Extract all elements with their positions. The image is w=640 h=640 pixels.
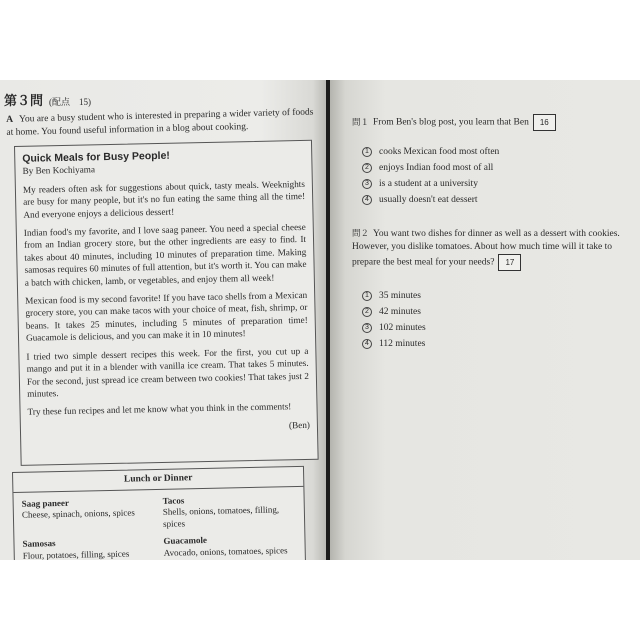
- dish-name: Guacamole: [163, 534, 208, 546]
- open-book-spread: [0, 80, 640, 560]
- blog-paragraph: Try these fun recipes and let me know what you think in the comments!: [27, 401, 292, 418]
- blog-author: By Ben Kochiyama: [22, 164, 96, 177]
- menu-dish: [22, 496, 156, 533]
- question-number: 問２: [352, 229, 370, 239]
- menu-title: Lunch or Dinner: [13, 471, 303, 493]
- question-number: 問１: [352, 117, 370, 128]
- section-points: (配点 15): [49, 97, 92, 107]
- menu-dish: [163, 493, 297, 530]
- answer-option[interactable]: [362, 304, 426, 320]
- question-text: From Ben's blog post, you learn that Ben: [373, 117, 529, 128]
- answer-box[interactable]: 16: [533, 114, 556, 131]
- answer-option[interactable]: [362, 320, 426, 336]
- question-1: [352, 114, 632, 131]
- option-number-circle: 1: [362, 147, 372, 157]
- option-text: 42 minutes: [379, 307, 421, 317]
- section-title: 第３問: [4, 93, 44, 108]
- answer-option[interactable]: [362, 192, 499, 208]
- option-text: 102 minutes: [379, 323, 426, 333]
- dish-ingredients: Avocado, onions, tomatoes, spices: [163, 544, 288, 558]
- menu-dish: [22, 536, 155, 560]
- option-text: cooks Mexican food most often: [379, 147, 500, 157]
- menu-dish: [163, 533, 296, 559]
- option-number-circle: 4: [362, 195, 372, 205]
- blog-paragraph: My readers often ask for suggestions about quick, tasty meals. Weeknights are busy for many people, but it's no fun eating the same thing all the time! And everyone enjoys a delicious dessert!: [22, 178, 306, 220]
- question-1-options: [362, 144, 499, 208]
- answer-box[interactable]: 17: [498, 254, 521, 271]
- option-number-circle: 4: [362, 339, 372, 349]
- blog-paragraph: I tried two simple dessert recipes this week. For the first, you cut up a mango and put it in a blender with vanilla ice cream. That takes 5 minutes. For the second, just spread ice cream between two cookies! That takes just 2 minutes.: [26, 345, 309, 399]
- option-number-circle: 1: [362, 291, 372, 301]
- blog-paragraph: Mexican food is my second favorite! If you have taco shells from a Mexican grocery store, you can make tacos with your choice of meat, fish, shrimp, or beans. It takes 25 minutes, including 5 minutes of preparation time! Guacamole is delicious, and you can make it in 10 minutes!: [25, 289, 308, 344]
- left-page: [0, 80, 326, 560]
- option-number-circle: 2: [362, 307, 372, 317]
- dish-name: Tacos: [162, 494, 185, 506]
- dish-ingredients: Flour, potatoes, filling, spices: [22, 548, 130, 560]
- blog-post-box: [14, 140, 319, 466]
- question-2: [352, 228, 634, 271]
- section-header: [4, 90, 91, 109]
- option-text: 112 minutes: [379, 339, 426, 349]
- answer-option[interactable]: [362, 336, 426, 352]
- dish-name: Saag paneer: [21, 497, 70, 509]
- option-text: 35 minutes: [379, 291, 421, 301]
- answer-option[interactable]: [362, 288, 426, 304]
- menu-grid: [22, 493, 297, 560]
- blog-signature: (Ben): [288, 419, 311, 431]
- dish-name: Samosas: [22, 538, 56, 549]
- answer-option[interactable]: [362, 176, 499, 192]
- option-text: is a student at a university: [379, 179, 478, 189]
- dish-ingredients: Cheese, spinach, onions, spices: [21, 507, 135, 520]
- menu-box: [12, 466, 306, 560]
- blog-title: Quick Meals for Busy People!: [22, 149, 171, 165]
- dish-ingredients: Shells, onions, tomatoes, filling, spices: [162, 504, 280, 529]
- option-number-circle: 3: [362, 323, 372, 333]
- option-number-circle: 3: [362, 179, 372, 189]
- blog-paragraph: Indian food's my favorite, and I love saag paneer. You need a special cheese from an Indian grocery store, but the other ingredients are easy to find. It takes about 40 minutes, including 10 minutes of preparation time. Making samosas requires 60 minutes of full attention, but it's worth it. You can make a batch with chicken, lamb, or vegetables, and enjoy them all week!: [23, 221, 307, 288]
- option-text: usually doesn't eat dessert: [379, 195, 478, 205]
- answer-option[interactable]: [362, 160, 499, 176]
- question-text: You want two dishes for dinner as well as a dessert with cookies. However, you dislike tomatoes. About how much time will it take to prepare the best meal for your needs?: [352, 229, 620, 268]
- question-2-options: [362, 288, 426, 352]
- intro-paragraph: [6, 106, 319, 140]
- intro-label: A: [6, 114, 14, 125]
- answer-option[interactable]: [362, 144, 499, 160]
- option-number-circle: 2: [362, 163, 372, 173]
- option-text: enjoys Indian food most of all: [379, 163, 494, 173]
- right-page: [330, 80, 640, 560]
- intro-text: You are a busy student who is interested in preparing a wider variety of foods at home. You found useful information in a blog about cooking.: [6, 107, 314, 138]
